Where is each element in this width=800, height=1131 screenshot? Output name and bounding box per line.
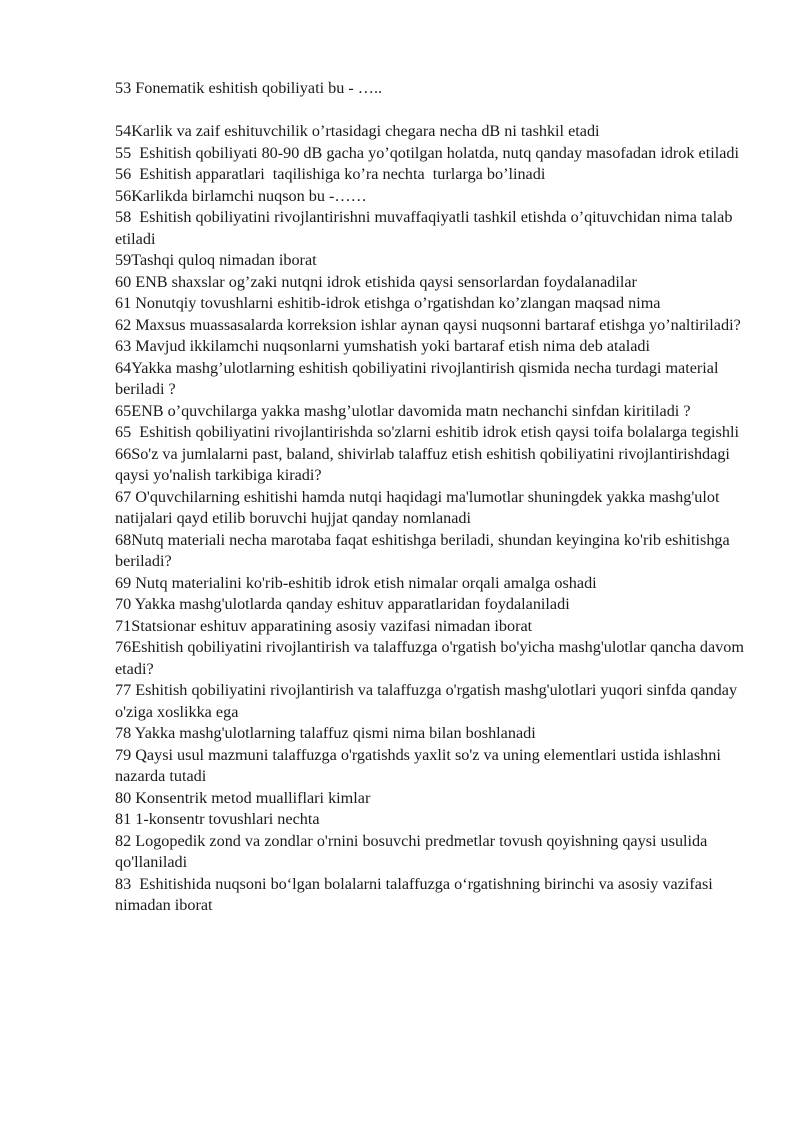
question-56b: 56Karlikda birlamchi nuqson bu -…… — [115, 186, 367, 205]
question-66: 66So'z va jumlalarni past, baland, shivirlab talaffuz etish eshitish qobiliyatini rivojlantirishdagi qaysi yo'nalish tarkibiga kiradi? — [115, 444, 734, 484]
question-82: 82 Logopedik zond va zondlar o'rnini bosuvchi predmetlar tovush qoyishning qaysi usulida qo'llaniladi — [115, 831, 712, 871]
question-60: 60 ENB shaxslar og’zaki nutqni idrok etishida qaysi sensorlardan foydalanadilar — [115, 272, 637, 291]
question-59: 59Tashqi quloq nimadan iborat — [115, 251, 317, 269]
question-71: 71Statsionar eshituv apparatining asosiy vazifasi nimadan iborat — [115, 616, 533, 635]
question-76: 76Eshitish qobiliyatini rivojlantirish va talaffuzga o'rgatish bo'yicha mashg'ulotlar qancha davom etadi? — [115, 638, 749, 678]
question-65b: 65 Eshitish qobiliyatini rivojlantirishda so'zlarni eshitib idrok etish qaysi toifa bolalarga tegishli — [115, 423, 739, 441]
question-58: 58 Eshitish qobiliyatini rivojlantirishni muvaffaqiyatli tashkil etishda o’qituvchidan nima talab etiladi — [115, 208, 737, 248]
question-70: 70 Yakka mashg'ulotlarda qanday eshituv apparatlaridan foydalaniladi — [115, 595, 570, 613]
question-69: 69 Nutq materialini ko'rib-eshitib idrok etish nimalar orqali amalga oshadi — [115, 573, 597, 592]
question-62: 62 Maxsus muassasalarda korreksion ishlar aynan qaysi nuqsonni bartaraf etishga yo’naltiriladi? — [115, 315, 741, 334]
question-67: 67 O'quvchilarning eshitishi hamda nutqi haqidagi ma'lumotlar shuningdek yakka mashg'ulot natijalari qayd etilib boruvchi hujjat qanday nomlanadi — [115, 487, 724, 527]
question-list — [115, 78, 749, 917]
question-79: 79 Qaysi usul mazmuni talaffuzga o'rgatishds yaxlit so'z va uning elementlari ustida ishlashni nazarda tutadi — [115, 745, 725, 785]
question-64: 64Yakka mashg’ulotlarning eshitish qobiliyatini rivojlantirish qismida necha turdagi material beriladi ? — [115, 358, 723, 398]
question-61: 61 Nonutqiy tovushlarni eshitib-idrok etishga o’rgatishdan ko’zlangan maqsad nima — [115, 294, 661, 312]
question-53: 53 Fonematik eshitish qobiliyati bu - ….. — [115, 79, 383, 97]
question-63: 63 Mavjud ikkilamchi nuqsonlarni yumshatish yoki bartaraf etish nima deb ataladi — [115, 337, 650, 355]
question-54: 54Karlik va zaif eshituvchilik o’rtasidagi chegara necha dB ni tashkil etadi — [115, 122, 600, 140]
question-81: 81 1-konsentr tovushlari nechta — [115, 810, 320, 828]
question-83: 83 Eshitishida nuqsoni bo‘lgan bolalarni talaffuzga o‘rgatishning birinchi va asosiy vazifasi nimadan iborat — [115, 874, 717, 914]
question-78: 78 Yakka mashg'ulotlarning talaffuz qismi nima bilan boshlanadi — [115, 724, 536, 742]
question-77: 77 Eshitish qobiliyatini rivojlantirish va talaffuzga o'rgatish mashg'ulotlari yuqori sinfda qanday o'ziga xoslikka ega — [115, 681, 742, 721]
question-68: 68Nutq materiali necha marotaba faqat eshitishga beriladi, shundan keyingina ko'rib eshitishga beriladi? — [115, 530, 734, 570]
blank-line — [115, 100, 745, 122]
question-56a: 56 Eshitish apparatlari taqilishiga ko’ra nechta turlarga bo’linadi — [115, 165, 546, 183]
question-65a: 65ENB o’quvchilarga yakka mashg’ulotlar davomida matn nechanchi sinfdan kiritiladi ? — [115, 401, 691, 420]
question-80: 80 Konsentrik metod mualliflari kimlar — [115, 788, 371, 807]
question-55: 55 Eshitish qobiliyati 80-90 dB gacha yo’qotilgan holatda, nutq qanday masofadan idrok etiladi — [115, 143, 739, 162]
